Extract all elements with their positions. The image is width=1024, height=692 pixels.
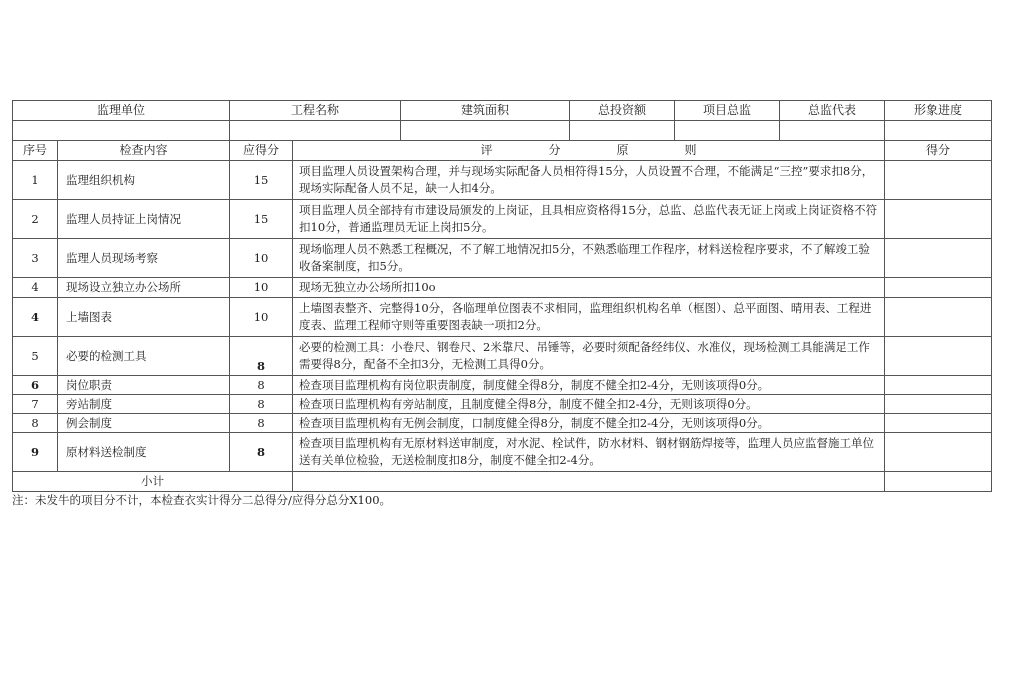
row-content: 上墙图表 (58, 298, 230, 337)
row-content: 现场设立独立办公场所 (58, 278, 230, 298)
row-result[interactable] (885, 395, 992, 414)
row-score: 8 (230, 337, 293, 376)
row-result[interactable] (885, 200, 992, 239)
project-chief-header: 项目总监 (675, 101, 780, 121)
row-result[interactable] (885, 414, 992, 433)
table-row (13, 337, 992, 376)
supervision-unit-value (13, 121, 230, 141)
row-score: 15 (230, 200, 293, 239)
header-middle-inner (230, 101, 569, 120)
project-chief-value (675, 121, 780, 141)
criteria-header-char-3: 原 (616, 143, 629, 157)
row-content: 监理人员持证上岗情况 (58, 200, 230, 239)
header-middle-value-inner (230, 121, 569, 140)
row-seq: 1 (13, 161, 58, 200)
subtotal-value[interactable] (885, 472, 992, 492)
row-score: 10 (230, 298, 293, 337)
table-row (13, 433, 992, 472)
row-score: 8 (230, 395, 293, 414)
row-seq: 3 (13, 239, 58, 278)
footnote: 注：未发牛的项目分不计，本检查衣实计得分二总得分/应得分总分X100。 (12, 493, 392, 507)
criteria-header-char-1: 评 (480, 143, 493, 157)
row-criteria: 检查项目监理机构有无例会制度，口制度健全得8分，制度不健全扣2-4分，无则该项得0分。 (293, 414, 885, 433)
total-investment-header: 总投资额 (570, 101, 675, 121)
inspection-grid (12, 100, 992, 492)
supervision-unit-header: 监理单位 (13, 101, 230, 121)
chief-representative-header: 总监代表 (780, 101, 885, 121)
criteria-header-char-4: 则 (684, 143, 697, 157)
row-seq: 4 (13, 298, 58, 337)
table-row (13, 161, 992, 200)
row-criteria: 项目监理人员全部持有市建设局颁发的上岗证，且具相应资格得15分，总监、总监代表无证上岗或上岗证资格不符扣10分，普通监理员无证上岗扣5分。 (293, 200, 885, 239)
header-middle (230, 101, 570, 121)
row-seq: 2 (13, 200, 58, 239)
table-row (13, 239, 992, 278)
row-content: 监理人员现场考察 (58, 239, 230, 278)
image-progress-value (885, 121, 992, 141)
seq-header: 序号 (13, 141, 58, 161)
row-score: 8 (230, 376, 293, 395)
header-middle-value (230, 121, 570, 141)
column-header-row (13, 141, 992, 161)
image-progress-header: 形象进度 (885, 101, 992, 121)
row-criteria: 检查项日监理机构有旁站制度，且制度健全得8分，制度不健全扣2-4分，无则该项得0分。 (293, 395, 885, 414)
criteria-header (293, 141, 885, 161)
row-criteria: 项目监理人员设置架构合理，并与现场实际配备人员相符得15分，人员设置不合理，不能满足“三控”要求扣8分，现场实际配备人员不足，缺一人扣4分。 (293, 161, 885, 200)
row-score: 8 (230, 433, 293, 472)
table-row (13, 298, 992, 337)
project-name-header: 工程名称 (230, 101, 401, 120)
row-content: 岗位职责 (58, 376, 230, 395)
row-criteria: 检查项目监理机构有无原材料送审制度，对水泥、栓试件，防水材料、钢材钢筋焊接等，监理人员应监督施工单位送有关单位检验，无送检制度扣8分，制度不健全扣2-4分。 (293, 433, 885, 472)
subtotal-row (13, 472, 992, 492)
criteria-header-char-2: 分 (548, 143, 561, 157)
row-criteria: 必要的检测工具：小卷尺、钢卷尺、2米靠尺、吊锤等，必要时须配备经纬仪、水准仪，现场检测工具能满足工作需要得8分，配备不全扣3分，无检测工具得0分。 (293, 337, 885, 376)
table-row (13, 414, 992, 433)
row-content: 例会制度 (58, 414, 230, 433)
row-criteria: 现场无独立办公场所扣10o (293, 278, 885, 298)
row-seq: 7 (13, 395, 58, 414)
row-content: 原材料送检制度 (58, 433, 230, 472)
row-content: 旁站制度 (58, 395, 230, 414)
building-area-value (401, 121, 570, 140)
row-result[interactable] (885, 376, 992, 395)
subtotal-criteria (293, 472, 885, 492)
header-value-row (13, 121, 992, 141)
row-result[interactable] (885, 433, 992, 472)
score-header: 应得分 (230, 141, 293, 161)
row-seq: 5 (13, 337, 58, 376)
row-result[interactable] (885, 278, 992, 298)
building-area-header: 建筑面积 (461, 103, 510, 117)
row-result[interactable] (885, 337, 992, 376)
row-score: 8 (230, 414, 293, 433)
row-score: 15 (230, 161, 293, 200)
table-row (13, 376, 992, 395)
row-content: 监理组织机构 (58, 161, 230, 200)
subtotal-label: 小计 (13, 472, 293, 492)
table-row (13, 200, 992, 239)
row-score: 10 (230, 239, 293, 278)
inspection-form-main (12, 100, 992, 507)
row-result[interactable] (885, 161, 992, 200)
row-criteria: 检查项目监理机构有岗位职责制度，制度健全得8分，制度不健全扣2-4分，无则该项得0分。 (293, 376, 885, 395)
row-seq: 8 (13, 414, 58, 433)
row-criteria: 上墙图表整齐、完整得10分，各临理单位图表不求相同，监理组织机构名单（框图）、总平面图、晴用表、工程进度表、监理工程师守则等重要图表缺一项扣2分。 (293, 298, 885, 337)
row-score: 10 (230, 278, 293, 298)
table-row (13, 395, 992, 414)
row-seq: 6 (13, 376, 58, 395)
row-criteria: 现场临理人员不熟悉工程概况，不了解工地情况扣5分，不熟悉临理工作程序，材料送检程序要求，不了解竣工验收备案制度，扣5分。 (293, 239, 885, 278)
chief-representative-value (780, 121, 885, 141)
row-result[interactable] (885, 298, 992, 337)
total-investment-value (570, 121, 675, 141)
result-header: 得分 (885, 141, 992, 161)
content-header: 检查内容 (58, 141, 230, 161)
header-row (13, 101, 992, 121)
row-seq: 9 (13, 433, 58, 472)
table-row (13, 278, 992, 298)
row-seq: 4 (13, 278, 58, 298)
row-content: 必要的检测工具 (58, 337, 230, 376)
project-name-value (230, 121, 401, 140)
row-result[interactable] (885, 239, 992, 278)
